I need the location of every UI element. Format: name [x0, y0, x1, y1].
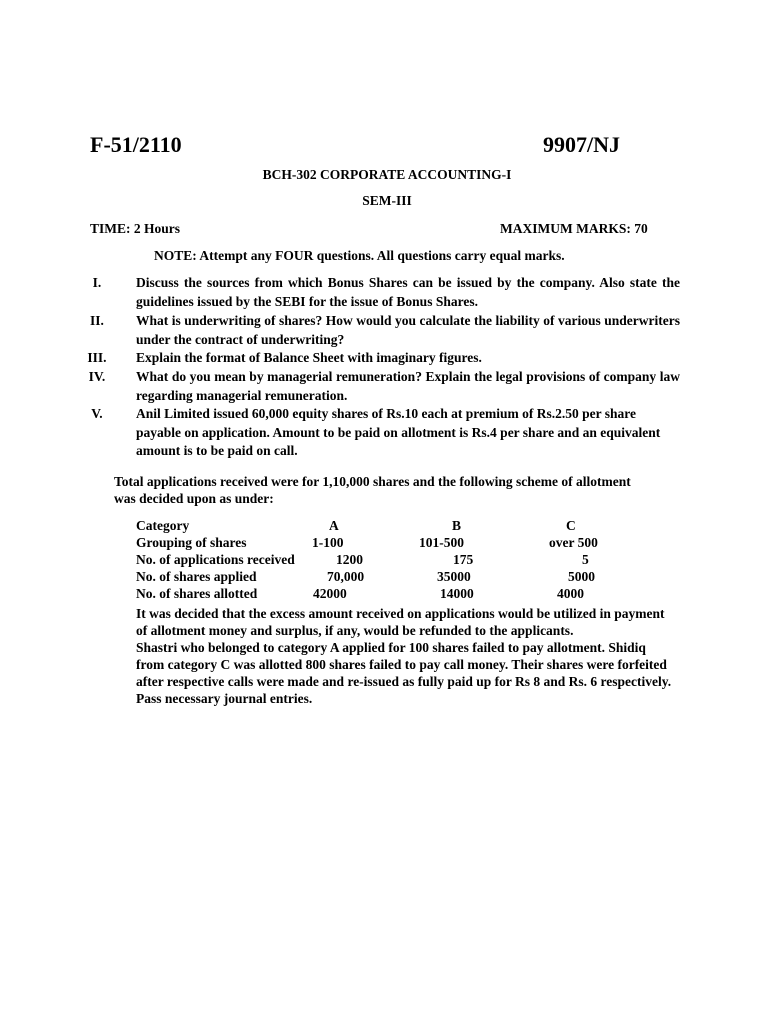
table-cell: B — [452, 518, 462, 533]
table-cell: 5 — [582, 552, 589, 567]
table-cell: C — [566, 518, 576, 533]
question-text: What do you mean by managerial remuneration? Explain the legal provisions of company law regarding managerial remuneration. — [136, 369, 680, 403]
table-cell: 14000 — [440, 586, 474, 601]
question-text: Anil Limited issued 60,000 equity shares of Rs.10 each at premium of Rs.2.50 per share payable on application. Amount to be paid on allotment is Rs.4 per share and an equivalent amount is to be paid on call. — [136, 406, 661, 458]
table-cell: 42000 — [313, 586, 347, 601]
question-text: Discuss the sources from which Bonus Shares can be issued by the company. Also state the guidelines issued by the SEBI for the issue of Bonus Shares. — [136, 275, 680, 309]
table-cell: 4000 — [557, 586, 584, 601]
exam-time: TIME: 2 Hours — [90, 221, 181, 236]
maximum-marks: MAXIMUM MARKS: 70 — [500, 221, 648, 236]
semester-label: SEM-III — [362, 193, 412, 208]
table-header-row — [136, 518, 656, 535]
question-number: III. — [87, 350, 107, 365]
question-text: Explain the format of Balance Sheet with imaginary figures. — [136, 350, 482, 365]
table-cell: 1200 — [336, 552, 363, 567]
table-cell: A — [329, 518, 339, 533]
table-cell: Grouping of shares — [136, 535, 247, 550]
question-text: What is underwriting of shares? How would you calculate the liability of various underwriters under the contract of underwriting? — [136, 313, 680, 347]
table-cell: 35000 — [437, 569, 471, 584]
forfeiture-paragraph: Shastri who belonged to category A applied for 100 shares failed to pay allotment. Shidiq from category C was allotted 800 shares failed to pay call money. Their shares were forfeited after respective calls were made and re-issued as fully paid up for Rs 8 and Rs. 6 respectively. Pass necessary journal entries. — [136, 640, 672, 706]
question-number: IV. — [88, 369, 106, 384]
table-row — [136, 586, 656, 603]
question-item — [80, 368, 680, 405]
table-cell: Category — [136, 518, 190, 533]
exam-note: NOTE: Attempt any FOUR questions. All questions carry equal marks. — [154, 248, 565, 263]
refund-paragraph: It was decided that the excess amount received on applications would be utilized in payment of allotment money and surplus, if any, would be refunded to the applicants. — [136, 606, 665, 638]
table-cell: 1-100 — [312, 535, 344, 550]
table-cell: No. of shares allotted — [136, 586, 258, 601]
table-row — [136, 569, 656, 586]
table-cell: 5000 — [568, 569, 595, 584]
subject-title: BCH-302 CORPORATE ACCOUNTING-I — [262, 167, 512, 182]
paper-number: 9907/NJ — [543, 132, 620, 157]
question-item — [80, 274, 680, 311]
table-row — [136, 552, 656, 569]
table-cell: No. of shares applied — [136, 569, 257, 584]
scheme-intro: Total applications received were for 1,10,000 shares and the following scheme of allotment was decided upon as under: — [114, 474, 631, 506]
question-number: II. — [90, 313, 104, 328]
table-cell: No. of applications received — [136, 552, 295, 567]
table-cell: 101-500 — [419, 535, 464, 550]
table-cell: 70,000 — [327, 569, 365, 584]
question-number: V. — [91, 406, 103, 421]
paper-code: F-51/2110 — [90, 132, 182, 157]
question-item — [80, 405, 680, 461]
table-cell: 175 — [453, 552, 474, 567]
table-cell: over 500 — [549, 535, 598, 550]
closing-text — [136, 605, 676, 707]
question-item — [80, 349, 680, 368]
table-row — [136, 535, 656, 552]
question-number: I. — [92, 275, 102, 290]
question-item — [80, 312, 680, 349]
